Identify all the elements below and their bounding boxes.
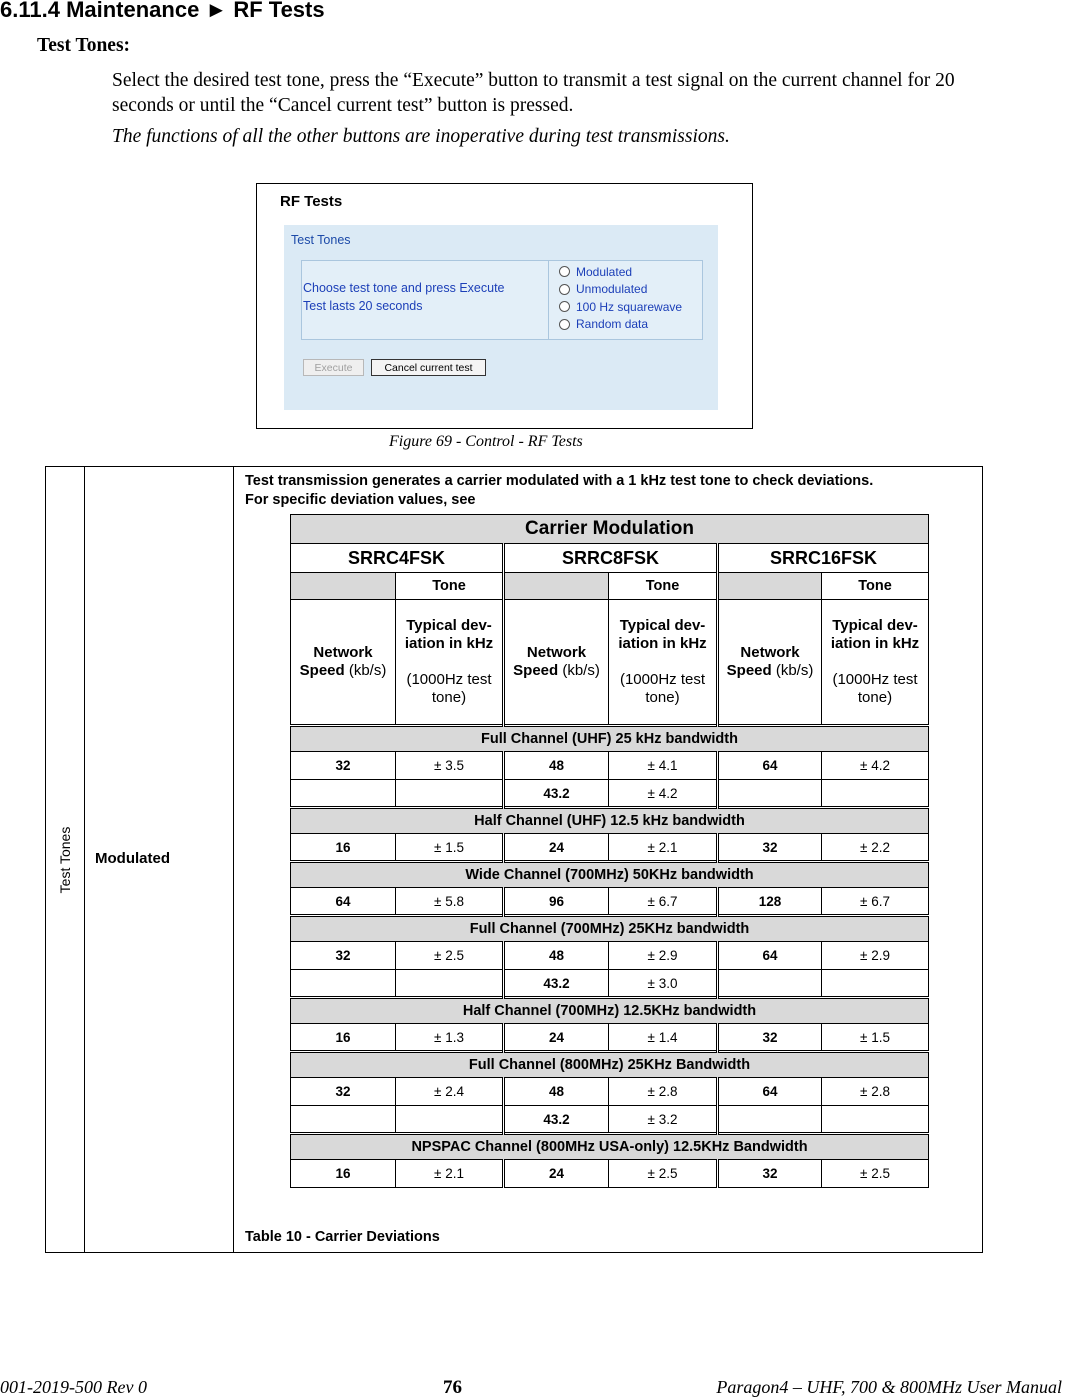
network-speed-cell: 16 <box>291 1024 396 1052</box>
network-speed-cell: 32 <box>291 1078 396 1106</box>
section-header: Full Channel (UHF) 25 kHz bandwidth <box>291 726 929 752</box>
deviation-cell: ± 2.5 <box>396 942 504 970</box>
deviation-cell <box>396 780 504 808</box>
tone-header: Tone <box>609 573 718 600</box>
modulated-label: Modulated <box>95 850 170 867</box>
instruction-cell <box>302 261 549 339</box>
test-tones-box <box>301 260 703 340</box>
radio-circle-icon[interactable] <box>559 266 570 277</box>
radio-random-data[interactable] <box>559 316 682 334</box>
rf-tests-screenshot <box>256 183 753 429</box>
body-paragraph: Select the desired test tone, press the “Execute” button to transmit a test signal on the current channel for 20 seconds or until the “Cancel current test” button is pressed. <box>112 70 955 116</box>
network-speed-cell: 48 <box>504 1078 609 1106</box>
body-note: The functions of all the other buttons are inoperative during test transmissions. <box>112 126 730 147</box>
radio-circle-icon[interactable] <box>559 319 570 330</box>
manual-title: Paragon4 – UHF, 700 & 800MHz User Manual <box>716 1377 1062 1397</box>
table-row <box>291 1078 929 1106</box>
table-row <box>291 834 929 862</box>
deviation-cell: ± 6.7 <box>822 888 929 916</box>
radio-100hz-squarewave[interactable] <box>559 298 682 316</box>
table-caption: Table 10 - Carrier Deviations <box>245 1229 440 1245</box>
carrier-modulation-table <box>290 514 929 1188</box>
network-speed-cell <box>718 970 822 998</box>
table-row <box>291 1024 929 1052</box>
header-blank <box>291 573 396 600</box>
network-speed-cell: 43.2 <box>504 780 609 808</box>
instruction-line-1: Choose test tone and press Execute <box>303 281 505 295</box>
deviation-cell: ± 1.5 <box>396 834 504 862</box>
network-speed-cell: 24 <box>504 1160 609 1188</box>
family-srrc8fsk: SRRC8FSK <box>504 544 718 573</box>
deviation-cell: ± 2.8 <box>609 1078 718 1106</box>
deviation-cell <box>396 970 504 998</box>
deviation-cell: ± 3.5 <box>396 752 504 780</box>
network-speed-cell: 24 <box>504 1024 609 1052</box>
description-line-1: Test transmission generates a carrier modulated with a 1 kHz test tone to check deviations. <box>245 473 874 489</box>
table-row <box>291 1106 929 1134</box>
deviation-cell <box>396 1106 504 1134</box>
network-speed-header: Network Speed (kb/s) <box>504 600 609 726</box>
table-title: Carrier Modulation <box>291 515 929 544</box>
deviation-cell <box>822 1106 929 1134</box>
header-blank <box>504 573 609 600</box>
deviation-cell: ± 2.1 <box>609 834 718 862</box>
deviation-cell: ± 1.3 <box>396 1024 504 1052</box>
tone-options <box>559 263 682 333</box>
radio-label: Unmodulated <box>576 282 648 297</box>
radio-label: Random data <box>576 317 649 332</box>
deviation-cell: ± 1.5 <box>822 1024 929 1052</box>
section-heading: 6.11.4 Maintenance ► RF Tests <box>0 0 325 22</box>
deviation-cell: ± 4.1 <box>609 752 718 780</box>
deviation-cell: ± 4.2 <box>609 780 718 808</box>
tone-header: Tone <box>822 573 929 600</box>
deviation-cell: ± 6.7 <box>609 888 718 916</box>
deviation-header: Typical dev- iation in kHz (1000Hz test tone) <box>609 600 718 726</box>
network-speed-cell: 128 <box>718 888 822 916</box>
doc-number: 001-2019-500 Rev 0 <box>0 1377 147 1397</box>
radio-label: Modulated <box>576 264 633 279</box>
radio-label: 100 Hz squarewave <box>576 299 683 314</box>
figure-caption: Figure 69 - Control - RF Tests <box>389 433 583 450</box>
page-number: 76 <box>443 1377 462 1398</box>
network-speed-cell: 48 <box>504 942 609 970</box>
radio-circle-icon[interactable] <box>559 284 570 295</box>
subheading: Test Tones: <box>37 35 131 56</box>
table-row <box>291 752 929 780</box>
section-header: Half Channel (700MHz) 12.5KHz bandwidth <box>291 998 929 1024</box>
deviation-cell: ± 2.5 <box>609 1160 718 1188</box>
type-column <box>84 467 234 1252</box>
network-speed-cell: 48 <box>504 752 609 780</box>
network-speed-cell: 32 <box>718 1024 822 1052</box>
deviation-cell: ± 4.2 <box>822 752 929 780</box>
network-speed-cell: 32 <box>291 942 396 970</box>
deviation-cell: ± 2.9 <box>822 942 929 970</box>
table-row <box>291 942 929 970</box>
deviation-cell: ± 2.5 <box>822 1160 929 1188</box>
deviation-cell: ± 2.8 <box>822 1078 929 1106</box>
network-speed-cell: 16 <box>291 834 396 862</box>
deviation-header: Typical dev- iation in kHz (1000Hz test tone) <box>396 600 504 726</box>
table-row <box>291 780 929 808</box>
test-tones-title: Test Tones <box>291 233 351 247</box>
radio-circle-icon[interactable] <box>559 301 570 312</box>
instruction-line-2: Test lasts 20 seconds <box>303 299 423 313</box>
deviation-cell: ± 2.1 <box>396 1160 504 1188</box>
header-blank <box>718 573 822 600</box>
section-header: Full Channel (700MHz) 25KHz bandwidth <box>291 916 929 942</box>
deviation-cell <box>822 780 929 808</box>
network-speed-cell <box>291 780 396 808</box>
family-srrc16fsk: SRRC16FSK <box>718 544 929 573</box>
network-speed-cell: 64 <box>291 888 396 916</box>
network-speed-header: Network Speed (kb/s) <box>718 600 822 726</box>
deviation-cell: ± 5.8 <box>396 888 504 916</box>
network-speed-cell <box>291 970 396 998</box>
execute-button[interactable]: Execute <box>303 359 364 376</box>
deviation-cell <box>822 970 929 998</box>
category-column <box>46 467 85 1252</box>
deviation-cell: ± 2.2 <box>822 834 929 862</box>
network-speed-cell: 32 <box>291 752 396 780</box>
table-row <box>291 970 929 998</box>
table-row <box>291 1160 929 1188</box>
network-speed-cell <box>718 1106 822 1134</box>
test-tones-label: Test Tones <box>57 826 73 894</box>
deviation-cell: ± 2.9 <box>609 942 718 970</box>
description-line-2: For specific deviation values, see <box>245 492 476 508</box>
deviation-cell: ± 3.2 <box>609 1106 718 1134</box>
network-speed-cell: 43.2 <box>504 970 609 998</box>
test-tones-panel <box>284 225 718 410</box>
section-header: Half Channel (UHF) 12.5 kHz bandwidth <box>291 808 929 834</box>
network-speed-cell: 32 <box>718 834 822 862</box>
deviation-rows <box>291 726 929 1188</box>
network-speed-cell: 24 <box>504 834 609 862</box>
family-srrc4fsk: SRRC4FSK <box>291 544 504 573</box>
table-row <box>291 888 929 916</box>
deviation-header: Typical dev- iation in kHz (1000Hz test tone) <box>822 600 929 726</box>
deviation-cell: ± 1.4 <box>609 1024 718 1052</box>
network-speed-cell <box>718 780 822 808</box>
section-header: NPSPAC Channel (800MHz USA-only) 12.5KHz Bandwidth <box>291 1134 929 1160</box>
radio-unmodulated[interactable] <box>559 281 682 299</box>
network-speed-cell: 64 <box>718 942 822 970</box>
network-speed-cell: 64 <box>718 752 822 780</box>
network-speed-cell: 64 <box>718 1078 822 1106</box>
network-speed-cell: 96 <box>504 888 609 916</box>
radio-modulated[interactable] <box>559 263 682 281</box>
network-speed-cell: 43.2 <box>504 1106 609 1134</box>
section-header: Full Channel (800MHz) 25KHz Bandwidth <box>291 1052 929 1078</box>
network-speed-header: Network Speed (kb/s) <box>291 600 396 726</box>
deviation-cell: ± 2.4 <box>396 1078 504 1106</box>
network-speed-cell <box>291 1106 396 1134</box>
deviation-cell: ± 3.0 <box>609 970 718 998</box>
network-speed-cell: 16 <box>291 1160 396 1188</box>
tone-header: Tone <box>396 573 504 600</box>
rf-tests-title: RF Tests <box>280 193 343 210</box>
network-speed-cell: 32 <box>718 1160 822 1188</box>
cancel-current-test-button[interactable]: Cancel current test <box>371 359 486 376</box>
section-header: Wide Channel (700MHz) 50KHz bandwidth <box>291 862 929 888</box>
